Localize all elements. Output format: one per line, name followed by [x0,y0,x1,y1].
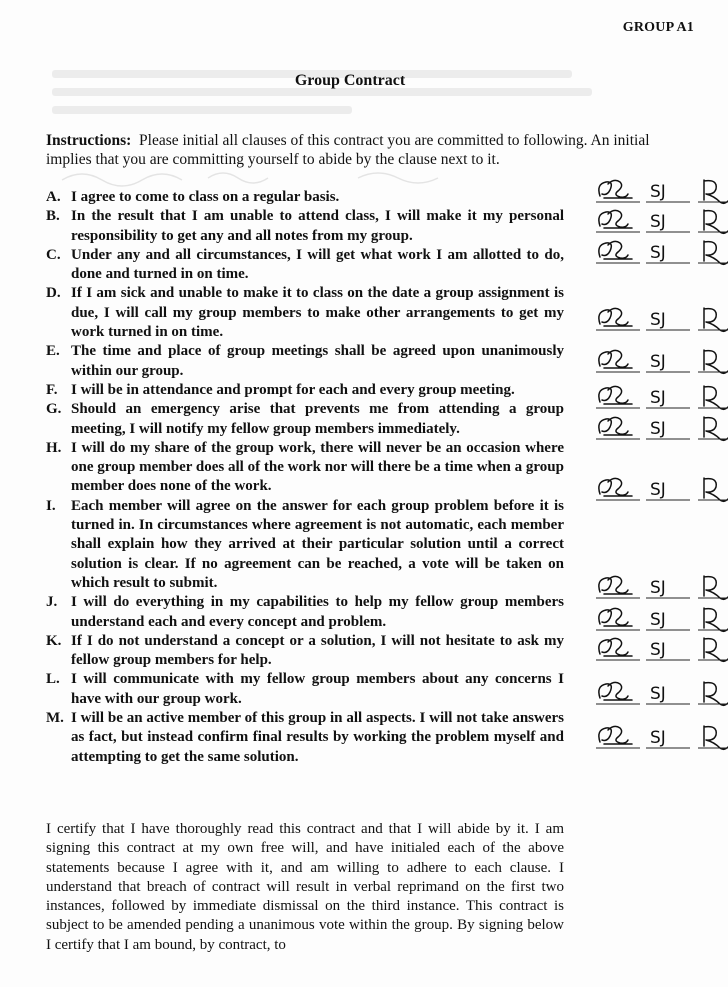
clause-m [46,709,564,767]
clause-text: Each member will agree on the answer for each group problem before it is turned in. In circumstances where agreement is not automatic, each member shall explain how they arrived at their particular solution until a correct solution is clear. If no agreement can be reached, a vote will be taken on which result to submit. [71,497,564,591]
clause-g [46,400,564,439]
clause-letter: H. [46,439,62,456]
initials-row-c [594,237,728,265]
handwritten-initials [594,304,728,332]
initials-row-l [594,678,728,706]
clause-letter: M. [46,710,64,727]
clause-text: If I am sick and unable to make it to class on the date a group assignment is due, I will call my group members to make other arrangements to get my work turned in on time. [71,285,564,341]
handwritten-initials [594,722,728,750]
initials-row-j [594,604,728,632]
clause-b [46,207,564,246]
handwritten-initials [594,572,728,600]
clause-k [46,632,564,671]
initials-row-k [594,634,728,662]
handwritten-initials [594,176,728,204]
clause-f [46,381,564,400]
instructions [46,131,666,169]
clause-list [46,188,564,767]
clause-letter: A. [46,189,61,205]
clause-d [46,284,564,342]
clause-letter: G. [46,401,62,418]
initials-row-f [594,382,728,410]
handwritten-initials [594,382,728,410]
handwritten-initials [594,346,728,374]
initials-row-a [594,176,728,204]
clause-c [46,246,564,285]
instructions-label: Instructions: [46,132,132,149]
clause-letter: E. [46,343,60,360]
instructions-text: Please initial all clauses of this contract you are committed to following. An initial implies that you are committing yourself to abide by the clause next to it. [46,132,650,168]
initials-row-d [594,304,728,332]
clause-text: I will do my share of the group work, there will never be an occasion where one group member does all of the work nor will there be a time when a group member does none of the work. [71,439,564,495]
clause-h [46,439,564,497]
clause-text: Should an emergency arise that prevents me from attending a group meeting, I will notify my fellow group members immediately. [71,401,564,437]
handwritten-initials [594,678,728,706]
initials-row-g [594,413,728,441]
clause-text: I will be in attendance and prompt for each and every group meeting. [71,381,515,398]
clause-letter: L. [46,671,60,688]
clause-letter: I. [46,497,56,514]
handwritten-initials [594,474,728,502]
group-label: GROUP A1 [622,20,694,35]
initials-row-h [594,474,728,502]
handwritten-initials [594,413,728,441]
clause-text: Under any and all circumstances, I will get what work I am allotted to do, done and turned in on time. [71,246,564,283]
handwritten-initials [594,237,728,265]
initials-row-m [594,722,728,750]
bleed-through-scribble [58,166,478,188]
clause-letter: K. [46,632,62,649]
clause-text: If I do not understand a concept or a solution, I will not hesitate to ask my fellow group members for help. [71,632,564,669]
handwritten-initials [594,604,728,632]
initials-row-e [594,346,728,374]
clause-i [46,497,564,593]
initials-row-b [594,206,728,234]
certification-paragraph: I certify that I have thoroughly read this contract and that I will abide by it. I am signing this contract at my own free will, and have initialed each of the above statements because I agree with it, and am willing to adhere to each clause. I understand that breach of contract will result in verbal reprimand on the first two instances, followed by immediate dismissal on the third instance. This contract is subject to be amended pending a unanimous vote within the group. By signing below I certify that I am bound, by contract, to [46,821,564,953]
clause-text: I agree to come to class on a regular basis. [71,189,340,205]
clause-text: The time and place of group meetings shall be agreed upon unanimously within our group. [71,343,564,379]
clause-letter: C. [46,246,61,263]
handwritten-initials [594,634,728,662]
clause-l [46,670,564,709]
clause-letter: D. [46,285,61,302]
clause-j [46,593,564,632]
clause-letter: B. [46,208,60,225]
clause-text: I will be an active member of this group in all aspects. I will not take answers as fact, but instead confirm final results by working the problem myself and attempting to get the same solution. [71,710,564,765]
clause-e [46,342,564,381]
document-title: Group Contract [294,72,406,89]
clause-text: I will do everything in my capabilities to help my fellow group members understand each and every concept and problem. [71,594,564,630]
clause-letter: J. [46,594,58,611]
handwritten-initials [594,206,728,234]
initials-row-i [594,572,728,600]
clause-letter: F. [46,381,58,398]
clause-text: I will communicate with my fellow group members about any concerns I have with our group work. [71,671,564,707]
clause-a [46,188,564,207]
clause-text: In the result that I am unable to attend class, I will make it my personal responsibility to get any and all notes from my group. [71,208,564,244]
